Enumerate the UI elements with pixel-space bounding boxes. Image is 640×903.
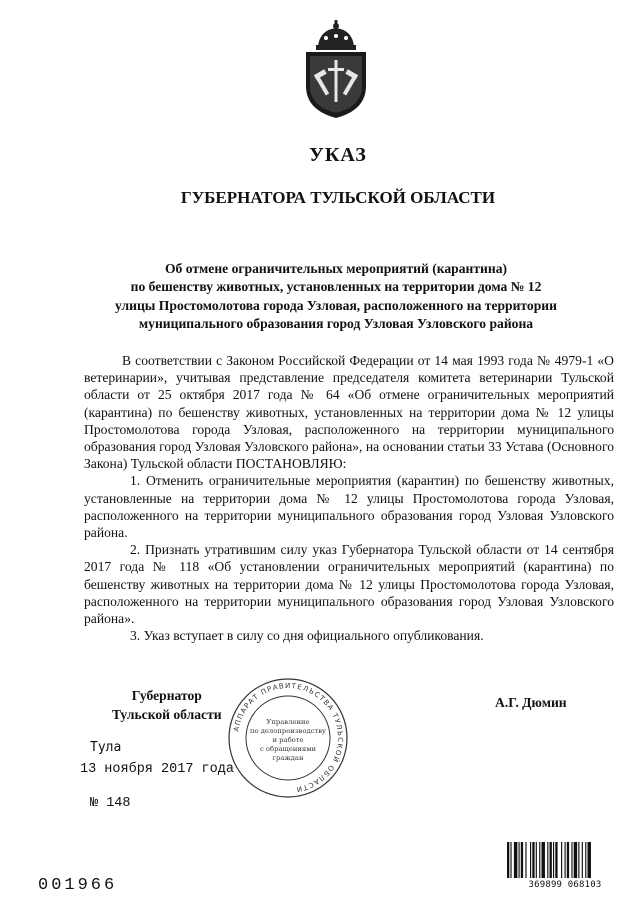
registration-stamp (226, 676, 350, 800)
stamp-line: и работе (272, 736, 304, 744)
document-type-heading: УКАЗ (309, 144, 367, 166)
decree-item-1: 1. Отменить ограничительные мероприятия (карантин) по бешенству животных, установленные на территории дома № 12 улицы Простомолотова города Узловая, расположенного на территории муниципального образования город Узловая Узловского района. (84, 473, 614, 541)
decree-item-3: 3. Указ вступает в силу со дня официального опубликования. (130, 628, 484, 644)
barcode-digits: 369899 068103 (528, 880, 602, 890)
place-of-issue: Тула (90, 740, 122, 755)
tula-coat-of-arms-icon (296, 20, 376, 120)
stamp-line: граждан (272, 754, 304, 762)
issue-date: 13 ноября 2017 года (80, 762, 234, 777)
registration-number: 001966 (38, 876, 118, 895)
barcode (506, 842, 624, 878)
issuer-heading: ГУБЕРНАТОРА ТУЛЬСКОЙ ОБЛАСТИ (180, 188, 496, 207)
subject-line: муниципального образования город Узловая Узловского района (138, 316, 534, 332)
decree-subject (60, 260, 612, 334)
stamp-line: по делопроизводству (249, 727, 327, 735)
signatory-position (112, 686, 222, 724)
subject-line: улицы Простомолотова города Узловая, расположенного на территории (115, 297, 557, 313)
preamble-paragraph: В соответствии с Законом Российской Федерации от 14 мая 1993 года № 4979-1 «О ветеринарии», учитывая представление председателя комитета ветеринарии Тульской области от 25 октября 2017 года № 64 «Об отмене ограничительных мероприятий (карантина) по бешенству животных, установленных на территории дома № 12 улицы Простомолотова города Узловая, расположенного на территории муниципального образования город Узловая Узловского района», на основании статьи 33 Устава (Основного Закона) Тульской области ПОСТАНОВЛЯЮ: (84, 353, 614, 472)
position-line: Тульской области (112, 707, 222, 722)
stamp-line: с обращениями (259, 745, 317, 753)
signatory-name: А.Г. Дюмин (495, 695, 567, 710)
subject-line: по бешенству животных, установленных на территории дома № 12 (130, 279, 542, 295)
decree-body (84, 352, 614, 644)
stamp-ring-text: АППАРАТ ПРАВИТЕЛЬСТВА ТУЛЬСКОЙ ОБЛАСТИ (232, 681, 345, 794)
decree-item-2: 2. Признать утратившим силу указ Губернатора Тульской области от 14 сентября 2017 года № 118 «Об установлении ограничительных мероприятий (карантина) по бешенству животных на территории дома № 12 улицы Простомолотова города Узловая, расположенного на территории муниципального образования город Узловая Узловского района». (84, 542, 614, 627)
decree-number: № 148 (90, 796, 131, 811)
subject-line: Об отмене ограничительных мероприятий (карантина) (164, 261, 508, 276)
position-line: Губернатор (131, 688, 202, 703)
stamp-line: Управление (266, 718, 310, 726)
